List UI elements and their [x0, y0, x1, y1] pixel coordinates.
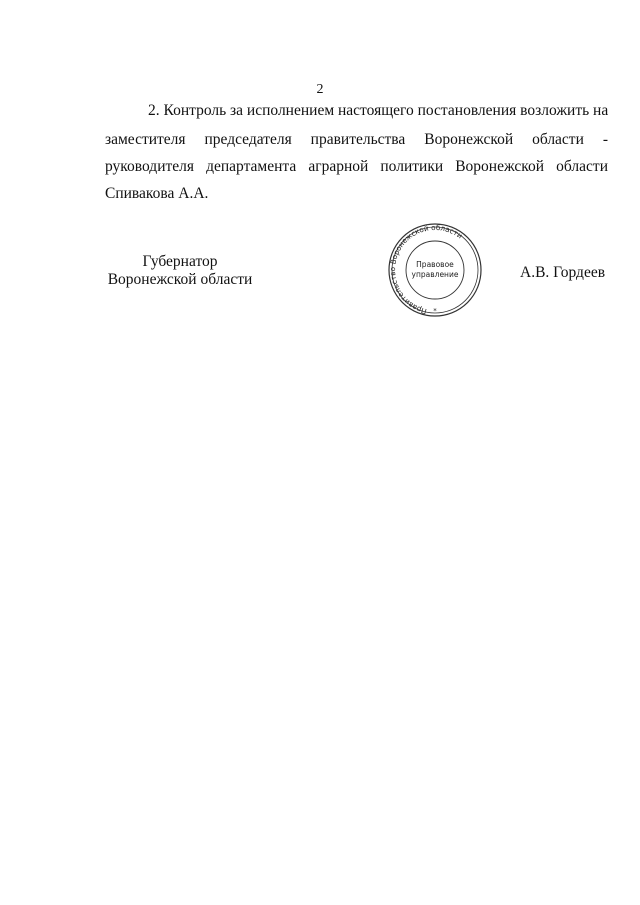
- paragraph-line-2: [105, 131, 608, 149]
- word: Воронежской: [424, 131, 514, 148]
- word: Воронежской: [455, 158, 545, 175]
- paragraph-line-3: [105, 158, 608, 176]
- word: политики: [380, 158, 444, 175]
- word: правительства: [310, 131, 406, 148]
- official-seal-stamp: [380, 222, 490, 322]
- word: области: [532, 131, 584, 148]
- seal-inner-line-1: Правовое: [416, 260, 454, 269]
- signature-name: А.В. Гордеев: [520, 264, 606, 281]
- signature-position-line-1: Губернатор: [142, 253, 218, 270]
- paragraph-line-1-text: 2. Контроль за исполнением настоящего постановления возложить на: [148, 102, 609, 119]
- word: аграрной: [308, 158, 369, 175]
- word: департамента: [206, 158, 297, 175]
- word: -: [602, 131, 608, 148]
- word: руководителя: [105, 158, 195, 175]
- signature-position-line-2: Воронежской области: [107, 271, 253, 288]
- page-number: 2: [316, 82, 324, 97]
- word: области: [556, 158, 608, 175]
- word: председателя: [204, 131, 292, 148]
- seal-inner-line-2: управление: [411, 270, 459, 279]
- paragraph-line-1: [148, 102, 608, 120]
- paragraph-line-4: Спивакова А.А.: [105, 185, 209, 202]
- seal-outer-text: Правительство Воронежской области: [388, 222, 465, 317]
- seal-star: *: [433, 307, 437, 315]
- word: заместителя: [105, 131, 186, 148]
